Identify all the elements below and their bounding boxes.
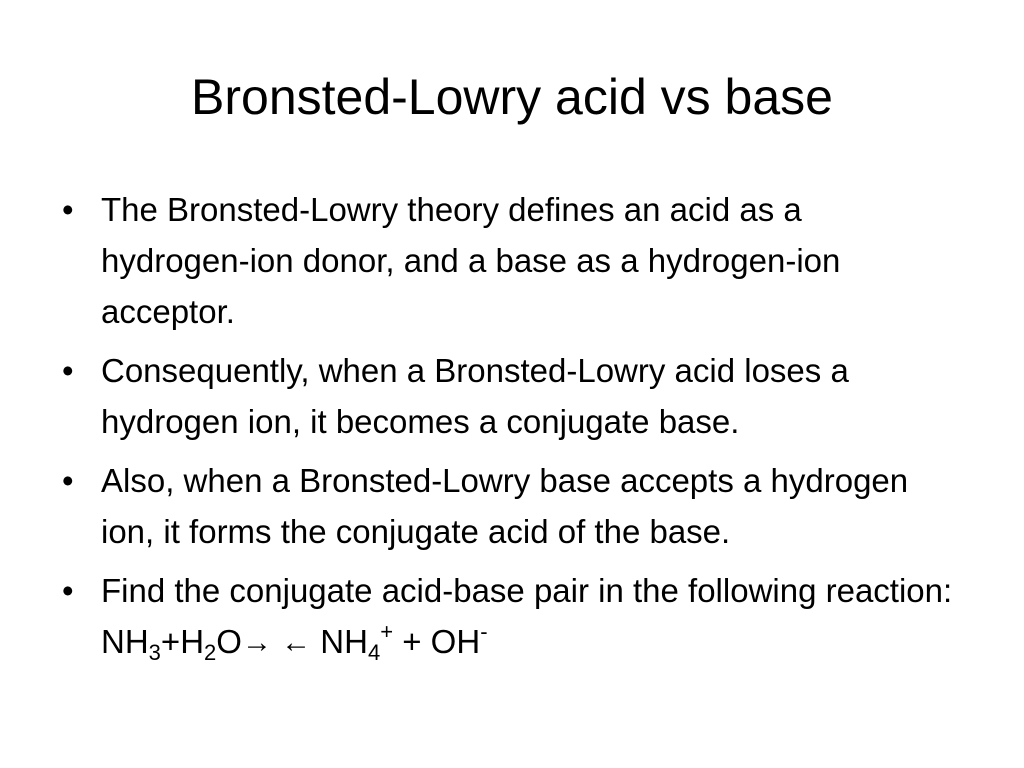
formula-plus-h: +H [160, 623, 205, 660]
subscript-3: 3 [148, 640, 161, 665]
arrow-left-icon: ← [281, 626, 312, 659]
superscript-minus: - [480, 619, 488, 644]
bullet-item [56, 345, 956, 447]
subscript-2: 2 [204, 640, 217, 665]
bullet-list [56, 184, 956, 676]
bullet-item [56, 184, 956, 337]
reaction-equation [101, 619, 488, 665]
bullet-text: Also, when a Bronsted-Lowry base accepts a hydrogen ion, it forms the conjugate acid of the base. [101, 462, 909, 550]
bullet-text: Consequently, when a Bronsted-Lowry acid loses a hydrogen ion, it becomes a conjugate base. [101, 352, 849, 440]
arrow-right-icon: → [241, 626, 272, 659]
bullet-dot-icon: • [62, 191, 74, 228]
formula-nh4: NH [320, 623, 368, 660]
formula-plus-oh: + OH [393, 623, 481, 660]
superscript-plus: + [380, 619, 394, 644]
slide-title: Bronsted-Lowry acid vs base [191, 69, 833, 125]
bullet-dot-icon: • [62, 462, 74, 499]
formula-nh3: NH [101, 623, 149, 660]
subscript-4: 4 [367, 640, 381, 665]
formula-o: O [216, 623, 242, 660]
bullet-dot-icon: • [62, 572, 74, 609]
bullet-dot-icon: • [62, 352, 74, 389]
bullet-text: Find the conjugate acid-base pair in the following reaction: [101, 572, 953, 609]
bullet-item [56, 455, 956, 557]
bullet-text: The Bronsted-Lowry theory defines an acid as a hydrogen-ion donor, and a base as a hydrogen-ion acceptor. [101, 191, 841, 330]
bullet-item-reaction [56, 565, 956, 668]
